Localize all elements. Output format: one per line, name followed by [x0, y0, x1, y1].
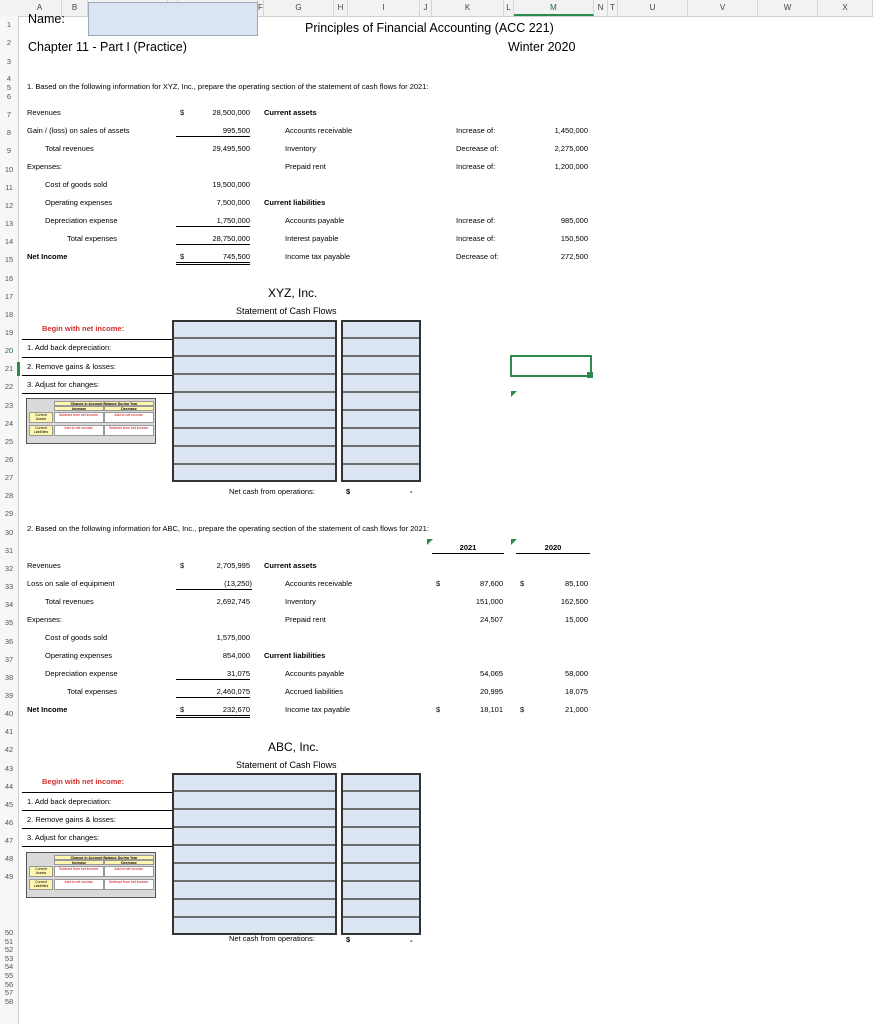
- row-header[interactable]: 9: [6, 146, 12, 156]
- row-header[interactable]: 36: [4, 636, 14, 646]
- row-header[interactable]: 6: [6, 92, 12, 101]
- row-header[interactable]: 21: [4, 364, 14, 374]
- name-label: Name:: [28, 12, 65, 26]
- p1-step1-label: 1. Add back depreciation:: [27, 343, 112, 352]
- p1-cl-amt-1[interactable]: 985,000: [560, 216, 588, 225]
- p1-step2-underline: [22, 375, 172, 376]
- row-header[interactable]: 35: [4, 618, 14, 628]
- row-header[interactable]: 48: [4, 854, 14, 864]
- p1-ca-dir-3: Increase of:: [456, 162, 496, 171]
- p1-total-revenues-value[interactable]: 29,495,500: [212, 144, 250, 153]
- row-header[interactable]: 57: [4, 988, 14, 998]
- column-header-v[interactable]: V: [688, 0, 758, 16]
- legend-current-liabilities: Current Liabilities: [29, 425, 53, 436]
- p2-opex-value[interactable]: 854,000: [222, 651, 250, 660]
- statement-label-cell[interactable]: [172, 917, 337, 935]
- p1-ca-name-3: Prepaid rent: [285, 162, 326, 171]
- statement-label-cell[interactable]: [172, 338, 337, 356]
- statement-amount-cell[interactable]: [341, 446, 421, 464]
- legend-increase: Increase: [54, 406, 104, 411]
- row-header[interactable]: 44: [4, 781, 14, 791]
- row-header[interactable]: 3: [6, 56, 12, 66]
- row-header[interactable]: 14: [4, 237, 14, 247]
- p2-step3-label: 3. Adjust for changes:: [27, 833, 100, 842]
- legend-cl-decrease: Subtract from net income.: [104, 879, 154, 890]
- column-header-n[interactable]: N: [594, 0, 608, 16]
- row-header[interactable]: 27: [4, 473, 14, 483]
- p2-cogs-value[interactable]: 1,575,000: [216, 633, 250, 642]
- p1-dep-value[interactable]: 1,750,000: [176, 216, 250, 227]
- statement-amount-cell[interactable]: [341, 320, 421, 338]
- problem2-prompt: 2. Based on the following information for ABC, Inc., prepare the operating section of the statement of cash flows for 2021:: [27, 524, 429, 533]
- p1-statement-title: Statement of Cash Flows: [236, 306, 337, 316]
- p1-net-income-currency: $: [180, 252, 185, 261]
- p2-net-income-currency: $: [180, 705, 185, 714]
- p1-cl-dir-1: Increase of:: [456, 216, 496, 225]
- row-header[interactable]: 15: [4, 255, 14, 265]
- row-header[interactable]: 30: [4, 527, 14, 537]
- problem1-prompt: 1. Based on the following information for XYZ, Inc., prepare the operating section of the statement of cash flows for 2021:: [27, 82, 429, 91]
- p1-cl-dir-2: Increase of:: [456, 234, 496, 243]
- statement-amount-cell[interactable]: [341, 410, 421, 428]
- statement-label-cell[interactable]: [172, 773, 337, 791]
- column-header-t[interactable]: T: [608, 0, 618, 16]
- row-header[interactable]: 12: [4, 200, 14, 210]
- p2-cogs-label: Cost of goods sold: [45, 633, 108, 642]
- legend-decrease: Decrease: [104, 406, 154, 411]
- p2-ca-2021-3[interactable]: 24,507: [480, 615, 503, 624]
- row-header[interactable]: 37: [4, 654, 14, 664]
- statement-amount-cell[interactable]: [341, 464, 421, 482]
- p2-ca-2020-3[interactable]: 15,000: [565, 615, 588, 624]
- p2-year-2021: 2021: [432, 543, 504, 554]
- p2-net-income-label: Net Income: [27, 705, 68, 714]
- p1-ca-dir-2: Decrease of:: [456, 144, 499, 153]
- row-header[interactable]: 47: [4, 836, 14, 846]
- row-header[interactable]: 28: [4, 491, 14, 501]
- p1-cl-name-1: Accounts payable: [285, 216, 345, 225]
- p1-cl-name-2: Interest payable: [285, 234, 339, 243]
- row-header[interactable]: 58: [4, 996, 14, 1006]
- row-header[interactable]: 40: [4, 709, 14, 719]
- column-header-x[interactable]: X: [818, 0, 873, 16]
- p2-current-liabilities-heading: Current liabilities: [264, 651, 326, 660]
- column-header-k[interactable]: K: [432, 0, 504, 16]
- row-header[interactable]: 5: [6, 83, 12, 92]
- row-header[interactable]: 56: [4, 979, 14, 989]
- p1-step1-underline: [22, 357, 172, 358]
- statement-label-cell[interactable]: [172, 827, 337, 845]
- statement-amount-cell[interactable]: [341, 791, 421, 809]
- statement-label-cell[interactable]: [172, 791, 337, 809]
- p1-current-assets-heading: Current assets: [264, 108, 317, 117]
- legend-current-assets: Current Assets: [29, 866, 53, 877]
- statement-label-cell[interactable]: [172, 356, 337, 374]
- row-header[interactable]: 19: [4, 327, 14, 337]
- p2-total-expenses-value[interactable]: 2,460,075: [176, 687, 250, 698]
- p1-ca-amt-2[interactable]: 2,275,000: [554, 144, 588, 153]
- p1-begin-label: Begin with net income:: [42, 324, 125, 333]
- statement-label-cell[interactable]: [172, 881, 337, 899]
- p2-cl-name-3: Income tax payable: [285, 705, 351, 714]
- column-header-m[interactable]: M: [514, 0, 594, 16]
- p2-dep-label: Depreciation expense: [45, 669, 118, 678]
- column-header-g[interactable]: G: [264, 0, 334, 16]
- p1-revenues-label: Revenues: [27, 108, 61, 117]
- row-header[interactable]: 45: [4, 799, 14, 809]
- p1-total-revenues-label: Total revenues: [45, 144, 94, 153]
- p1-ca-amt-3[interactable]: 1,200,000: [554, 162, 588, 171]
- p1-begin-underline: [22, 339, 172, 340]
- statement-label-cell[interactable]: [172, 320, 337, 338]
- p2-begin-underline: [22, 792, 172, 793]
- row-header[interactable]: 33: [4, 582, 14, 592]
- statement-amount-cell[interactable]: [341, 881, 421, 899]
- statement-label-cell[interactable]: [172, 374, 337, 392]
- column-header-i[interactable]: I: [348, 0, 420, 16]
- column-header-b[interactable]: B: [62, 0, 88, 16]
- p2-step2-underline: [22, 828, 172, 829]
- p1-ca-name-2: Inventory: [285, 144, 316, 153]
- chapter-title: Chapter 11 - Part I (Practice): [28, 40, 187, 54]
- statement-amount-cell[interactable]: [341, 428, 421, 446]
- row-selection-marker: [17, 362, 20, 376]
- p2-cl-name-2: Accrued liabilities: [285, 687, 343, 696]
- term-label: Winter 2020: [508, 40, 576, 54]
- row-header[interactable]: 20: [4, 346, 14, 356]
- statement-label-cell[interactable]: [172, 845, 337, 863]
- statement-amount-cell[interactable]: [341, 392, 421, 410]
- p2-cl-2020-3[interactable]: 21,000: [565, 705, 588, 714]
- row-header[interactable]: 52: [4, 945, 14, 955]
- legend-decrease: Decrease: [104, 860, 154, 865]
- p1-revenues-value[interactable]: 28,500,000: [212, 108, 250, 117]
- row-header[interactable]: 39: [4, 690, 14, 700]
- row-header[interactable]: 16: [4, 273, 14, 283]
- statement-label-cell[interactable]: [172, 410, 337, 428]
- legend-ca-increase: Subtract from net income.: [54, 412, 104, 423]
- p1-cogs-value[interactable]: 19,500,000: [212, 180, 250, 189]
- p1-current-liabilities-heading: Current liabilities: [264, 198, 326, 207]
- p2-loss-label: Loss on sale of equipment: [27, 579, 115, 588]
- row-header[interactable]: 54: [4, 962, 14, 972]
- p1-ca-dir-1: Increase of:: [456, 126, 496, 135]
- row-header[interactable]: 46: [4, 818, 14, 827]
- p1-gain-label: Gain / (loss) on sales of assets: [27, 126, 130, 135]
- column-header-a[interactable]: A: [18, 0, 62, 16]
- legend-cl-decrease: Subtract from net income.: [104, 425, 154, 436]
- statement-amount-cell[interactable]: [341, 863, 421, 881]
- column-header-h[interactable]: H: [334, 0, 348, 16]
- p1-ca-name-1: Accounts receivable: [285, 126, 353, 135]
- p2-ca-2021-1[interactable]: 87,600: [480, 579, 503, 588]
- row-header[interactable]: 32: [4, 563, 14, 573]
- p2-begin-label: Begin with net income:: [42, 777, 125, 786]
- p2-cl-2021-1[interactable]: 54,065: [480, 669, 503, 678]
- row-header[interactable]: 53: [4, 953, 14, 963]
- p1-adjustment-legend: [26, 398, 156, 444]
- statement-amount-cell[interactable]: [341, 845, 421, 863]
- row-header[interactable]: 34: [4, 600, 14, 610]
- p2-ca-name-1: Accounts receivable: [285, 579, 353, 588]
- column-header-f[interactable]: F: [258, 0, 264, 16]
- statement-label-cell[interactable]: [172, 863, 337, 881]
- p2-cl-2021-2[interactable]: 20,995: [480, 687, 503, 696]
- legend-cl-increase: Add to net income.: [54, 879, 104, 890]
- p2-step1-label: 1. Add back depreciation:: [27, 797, 112, 806]
- legend-current-liabilities: Current Liabilities: [29, 879, 53, 890]
- p1-dep-label: Depreciation expense: [45, 216, 118, 225]
- p2-ca-name-3: Prepaid rent: [285, 615, 326, 624]
- p2-revenues-value[interactable]: 2,705,995: [216, 561, 250, 570]
- legend-ca-increase: Subtract from net income.: [54, 866, 104, 877]
- row-header[interactable]: 4: [6, 74, 12, 83]
- p1-total-expenses-label: Total expenses: [67, 234, 118, 243]
- row-header[interactable]: 38: [4, 672, 14, 682]
- row-header[interactable]: 2: [6, 38, 12, 48]
- legend-title: Change in Account Balance During Year: [54, 855, 154, 860]
- legend-ca-decrease: Add to net income.: [104, 866, 154, 877]
- p2-current-assets-heading: Current assets: [264, 561, 317, 570]
- row-header-bar: [0, 16, 19, 1024]
- p2-cl-cur2-3: $: [520, 705, 525, 714]
- p1-net-income-value[interactable]: 745,500: [176, 252, 250, 265]
- p2-revenues-label: Revenues: [27, 561, 61, 570]
- name-input[interactable]: [88, 2, 258, 36]
- p2-net-cash-currency: $: [346, 935, 351, 944]
- column-header-j[interactable]: J: [420, 0, 432, 16]
- statement-label-cell[interactable]: [172, 446, 337, 464]
- p2-revenues-currency: $: [180, 561, 185, 570]
- row-header[interactable]: 31: [4, 545, 14, 555]
- p1-opex-label: Operating expenses: [45, 198, 113, 207]
- statement-amount-cell[interactable]: [341, 338, 421, 356]
- p1-net-cash-currency: $: [346, 487, 351, 496]
- column-header-l[interactable]: L: [504, 0, 514, 16]
- p2-net-cash-value[interactable]: -: [410, 936, 413, 945]
- p1-expenses-label: Expenses:: [27, 162, 63, 171]
- p2-ca-2020-1[interactable]: 85,100: [565, 579, 588, 588]
- active-cell-selection[interactable]: [510, 355, 592, 377]
- p2-year-2020: 2020: [516, 543, 590, 554]
- row-header[interactable]: 41: [4, 727, 14, 737]
- row-header[interactable]: 29: [4, 509, 14, 519]
- column-header-u[interactable]: U: [618, 0, 688, 16]
- statement-amount-cell[interactable]: [341, 809, 421, 827]
- p2-total-revenues-value[interactable]: 2,692,745: [216, 597, 250, 606]
- p2-adjustment-legend: [26, 852, 156, 898]
- row-header[interactable]: 13: [4, 219, 14, 229]
- row-header[interactable]: 43: [4, 763, 14, 773]
- p2-cl-cur1-3: $: [436, 705, 441, 714]
- row-header[interactable]: 50: [4, 928, 14, 937]
- p1-net-cash-value[interactable]: -: [410, 487, 413, 496]
- legend-cl-increase: Add to net income.: [54, 425, 104, 436]
- legend-title: Change in Account Balance During Year: [54, 401, 154, 406]
- p1-opex-value[interactable]: 7,500,000: [216, 198, 250, 207]
- p1-company-name: XYZ, Inc.: [268, 286, 318, 300]
- p2-net-cash-label: Net cash from operations:: [229, 934, 315, 943]
- p2-cl-name-1: Accounts payable: [285, 669, 345, 678]
- statement-amount-cell[interactable]: [341, 374, 421, 392]
- p1-gain-value[interactable]: 995,500: [176, 126, 250, 137]
- p2-step2-label: 2. Remove gains & losses:: [27, 815, 116, 824]
- p1-step3-underline: [22, 393, 172, 394]
- p2-total-revenues-label: Total revenues: [45, 597, 94, 606]
- row-header[interactable]: 49: [4, 872, 14, 882]
- statement-amount-cell[interactable]: [341, 356, 421, 374]
- p1-cl-amt-2[interactable]: 150,500: [560, 234, 588, 243]
- p2-ca-2021-2[interactable]: 151,000: [475, 597, 503, 606]
- legend-current-assets: Current Assets: [29, 412, 53, 423]
- statement-amount-cell[interactable]: [341, 899, 421, 917]
- statement-label-cell[interactable]: [172, 899, 337, 917]
- p2-ca-name-2: Inventory: [285, 597, 316, 606]
- p2-dep-value[interactable]: 31,075: [176, 669, 250, 680]
- row-header[interactable]: 25: [4, 436, 14, 446]
- row-header[interactable]: 24: [4, 418, 14, 428]
- p2-expenses-label: Expenses:: [27, 615, 63, 624]
- statement-label-cell[interactable]: [172, 809, 337, 827]
- p2-cl-2021-3[interactable]: 18,101: [480, 705, 503, 714]
- comment-indicator: [511, 391, 517, 397]
- p2-cl-2020-1[interactable]: 58,000: [565, 669, 588, 678]
- statement-label-cell[interactable]: [172, 428, 337, 446]
- statement-amount-cell[interactable]: [341, 917, 421, 935]
- p1-step3-label: 3. Adjust for changes:: [27, 380, 100, 389]
- p2-company-name: ABC, Inc.: [268, 740, 319, 754]
- p2-loss-value[interactable]: (13,250): [176, 579, 252, 590]
- p1-cl-dir-3: Decrease of:: [456, 252, 499, 261]
- p1-cogs-label: Cost of goods sold: [45, 180, 108, 189]
- p2-ca-cur1-1: $: [436, 579, 441, 588]
- row-header[interactable]: 17: [4, 291, 14, 301]
- row-header[interactable]: 23: [4, 400, 14, 410]
- legend-increase: Increase: [54, 860, 104, 865]
- p2-step1-underline: [22, 810, 172, 811]
- course-title: Principles of Financial Accounting (ACC 221): [305, 21, 554, 35]
- p2-cl-2020-2[interactable]: 18,075: [565, 687, 588, 696]
- row-header[interactable]: 22: [4, 382, 14, 392]
- p1-cl-name-3: Income tax payable: [285, 252, 351, 261]
- p1-net-income-label: Net Income: [27, 252, 68, 261]
- row-header[interactable]: 18: [4, 309, 14, 319]
- p2-opex-label: Operating expenses: [45, 651, 113, 660]
- column-header-w[interactable]: W: [758, 0, 818, 16]
- legend-ca-decrease: Add to net income.: [104, 412, 154, 423]
- p1-total-expenses-value[interactable]: 28,750,000: [176, 234, 250, 245]
- row-header[interactable]: 51: [4, 936, 14, 946]
- row-header[interactable]: 1: [6, 20, 12, 29]
- row-header[interactable]: 10: [4, 164, 14, 174]
- p2-statement-title: Statement of Cash Flows: [236, 760, 337, 770]
- fill-handle[interactable]: [587, 372, 593, 378]
- statement-label-cell[interactable]: [172, 392, 337, 410]
- statement-label-cell[interactable]: [172, 464, 337, 482]
- row-header[interactable]: 8: [6, 128, 12, 138]
- row-header[interactable]: 7: [6, 110, 12, 120]
- p2-step3-underline: [22, 846, 172, 847]
- p1-ca-amt-1[interactable]: 1,450,000: [554, 126, 588, 135]
- p1-cl-amt-3[interactable]: 272,500: [560, 252, 588, 261]
- p2-total-expenses-label: Total expenses: [67, 687, 118, 696]
- statement-amount-cell[interactable]: [341, 773, 421, 791]
- p1-net-cash-label: Net cash from operations:: [229, 487, 315, 496]
- row-header[interactable]: 55: [4, 971, 14, 980]
- row-header[interactable]: 11: [5, 182, 13, 192]
- row-header[interactable]: 26: [4, 455, 14, 464]
- p1-step2-label: 2. Remove gains & losses:: [27, 362, 116, 371]
- p2-ca-cur2-1: $: [520, 579, 525, 588]
- row-header[interactable]: 42: [4, 745, 14, 755]
- statement-amount-cell[interactable]: [341, 827, 421, 845]
- p2-net-income-value[interactable]: 232,670: [176, 705, 250, 718]
- p1-revenues-currency: $: [180, 108, 185, 117]
- p2-ca-2020-2[interactable]: 162,500: [560, 597, 588, 606]
